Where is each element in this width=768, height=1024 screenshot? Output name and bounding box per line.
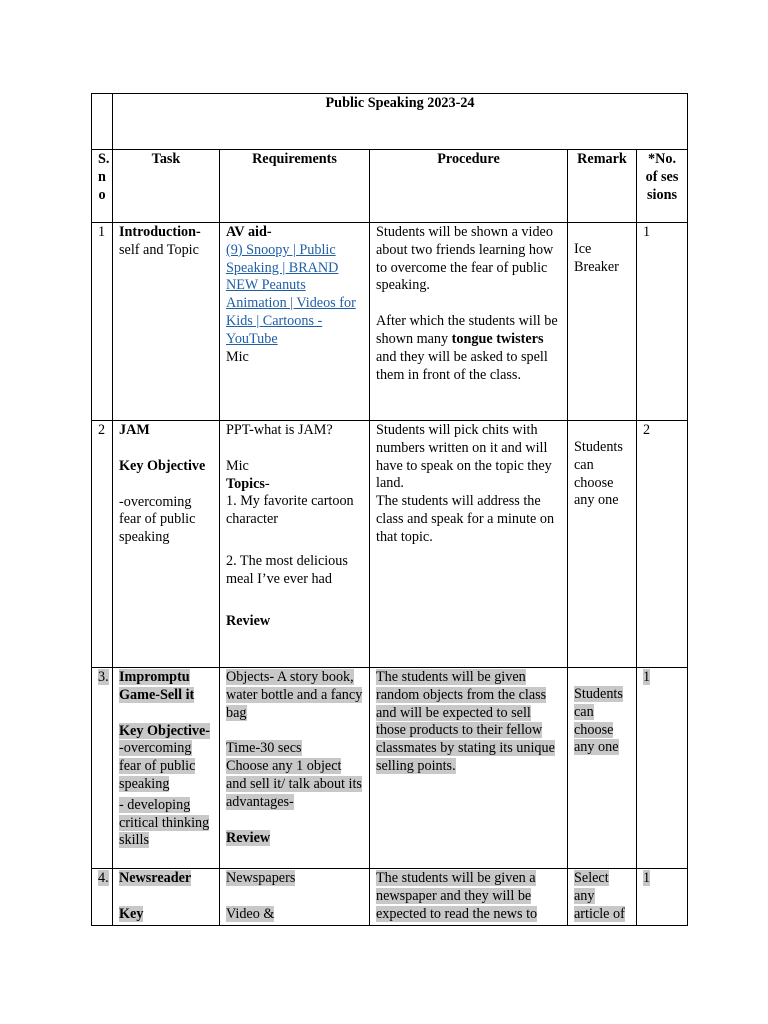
row-4-procedure-span: The students will be given a newspaper and they will be expected to read the news to [376, 870, 538, 922]
row-3-task-title [119, 669, 213, 705]
row-1-sessions: 1 [637, 223, 688, 421]
row-4-procedure-text [376, 870, 561, 923]
row-4-task-title-text: Newsreader [119, 870, 192, 886]
header-row [92, 150, 688, 223]
row-3-requirements [220, 668, 370, 869]
row-3-req-time [226, 740, 363, 758]
header-sessions: *No. of sessions [637, 150, 688, 223]
row-3-req-objects-text: Objects- A story book, water bottle and a fancy bag [226, 669, 363, 721]
row-4-task-title [119, 870, 213, 888]
row-3-req-review [226, 830, 363, 848]
row-1-remark [568, 223, 637, 421]
row-2-remark [568, 421, 637, 668]
row-3-sessions-text: 1 [643, 669, 651, 685]
lesson-plan-table [91, 93, 688, 926]
table-row [92, 668, 688, 869]
table-row [92, 421, 688, 668]
row-3-remark [568, 668, 637, 869]
row-4-procedure [370, 869, 568, 926]
header-task: Task [113, 150, 220, 223]
row-2-req-topic-2: 2. The most delicious meal I’ve ever had [226, 552, 348, 587]
header-sno: S.no [92, 150, 113, 223]
row-2-procedure-p1: Students will pick chits with numbers written on it and will have to speak on the topic they land. [376, 422, 552, 492]
row-2-task-key: Key Objective [119, 457, 206, 474]
row-2-req-topic-1: 1. My favorite cartoon character [226, 493, 354, 528]
row-4-req-newspapers [226, 870, 363, 888]
row-3-req-review-text: Review [226, 829, 271, 846]
row-2-procedure-p2: The students will address the class and speak for a minute on that topic. [376, 493, 555, 545]
row-3-task-key-text: Key Objective- [119, 722, 210, 739]
row-4-remark [568, 869, 637, 926]
header-procedure: Procedure [370, 150, 568, 223]
header-remark: Remark [568, 150, 637, 223]
row-3-task-text-1 [119, 740, 213, 793]
row-2-sessions: 2 [637, 421, 688, 668]
row-2-req-ppt: PPT-what is JAM? [226, 422, 333, 438]
table-row [92, 223, 688, 421]
row-4-remark-text [574, 870, 630, 923]
row-3-sno-text: 3. [98, 669, 109, 685]
row-3-req-choose [226, 758, 363, 811]
row-3-task-title-text: Impromptu Game-Sell it [119, 669, 195, 703]
row-3-task-key [119, 723, 213, 741]
row-2-req-topics-label: Topics [226, 475, 265, 492]
row-3-sno [92, 668, 113, 869]
row-2-sno: 2 [92, 421, 113, 668]
header-requirements: Requirements [220, 150, 370, 223]
row-3-task-text-2-span: - developing critical thinking skills [119, 796, 210, 849]
row-3-task [113, 668, 220, 869]
row-4-req-newspapers-text: Newspapers [226, 870, 296, 886]
title-blank-cell [92, 94, 113, 150]
row-1-procedure [370, 223, 568, 421]
row-1-video-link[interactable]: (9) Snoopy | Public Speaking | BRAND NEW Peanuts Animation | Videos for Kids | Cartoons - YouTube [226, 241, 356, 347]
row-4-sno [92, 869, 113, 926]
row-4-sessions-text: 1 [643, 870, 651, 886]
row-3-req-objects [226, 669, 363, 722]
row-2-req-topics [226, 476, 363, 494]
row-2-req-review: Review [226, 612, 271, 629]
row-1-sno: 1 [92, 223, 113, 421]
row-1-task-title: Introduction- [119, 224, 201, 240]
row-3-procedure-span: The students will be given random objects from the class and will be expected to sell those products to their fellow classmates by stating its unique selling points. [376, 669, 555, 774]
row-1-remark-text: Ice Breaker [574, 241, 619, 275]
row-4-requirements [220, 869, 370, 926]
row-3-sessions [637, 668, 688, 869]
row-3-task-text-1-span: -overcoming fear of public speaking [119, 740, 196, 792]
row-4-req-video [226, 906, 363, 924]
row-3-procedure-text [376, 669, 561, 776]
row-3-task-text-2 [119, 797, 213, 850]
row-1-task-text: self and Topic [119, 241, 199, 258]
row-1-procedure-p2-before: After which the students will be shown many [376, 313, 558, 347]
row-3-remark-text [574, 686, 630, 757]
row-4-task-key-text: Key [119, 905, 144, 922]
row-1-task [113, 223, 220, 421]
row-4-task-key [119, 906, 213, 924]
row-1-procedure-p1: Students will be shown a video about two friends learning how to overcome the fear of public speaking. [376, 224, 554, 294]
row-1-procedure-p2 [376, 313, 561, 384]
row-2-req-topics-dash: - [264, 475, 270, 492]
row-3-procedure [370, 668, 568, 869]
row-4-task [113, 869, 220, 926]
row-1-requirements [220, 223, 370, 421]
row-2-procedure [370, 421, 568, 668]
row-2-req-mic: Mic [226, 457, 249, 474]
row-1-req-heading: AV aid- [226, 224, 272, 240]
row-2-task-title: JAM [119, 422, 150, 438]
title-row [92, 94, 688, 150]
row-4-sessions [637, 869, 688, 926]
row-4-req-video-text: Video & [226, 905, 275, 922]
row-2-task [113, 421, 220, 668]
row-2-remark-text: Students can choose any one [574, 439, 623, 509]
row-2-task-text: -overcoming fear of public speaking [119, 493, 196, 546]
document-title: Public Speaking 2023-24 [113, 94, 688, 150]
row-3-req-choose-text: Choose any 1 object and sell it/ talk about its advantages- [226, 758, 362, 810]
row-4-sno-text: 4. [98, 870, 109, 886]
row-2-requirements [220, 421, 370, 668]
table-row [92, 869, 688, 926]
row-3-req-time-text: Time-30 secs [226, 740, 302, 757]
row-4-remark-span: Select any article of [574, 870, 625, 922]
row-1-procedure-p2-after: and they will be asked to spell them in front of the class. [376, 348, 548, 383]
row-1-procedure-p2-bold: tongue twisters [451, 330, 544, 347]
row-1-req-mic: Mic [226, 348, 249, 365]
row-3-remark-span: Students can choose any one [574, 686, 623, 756]
